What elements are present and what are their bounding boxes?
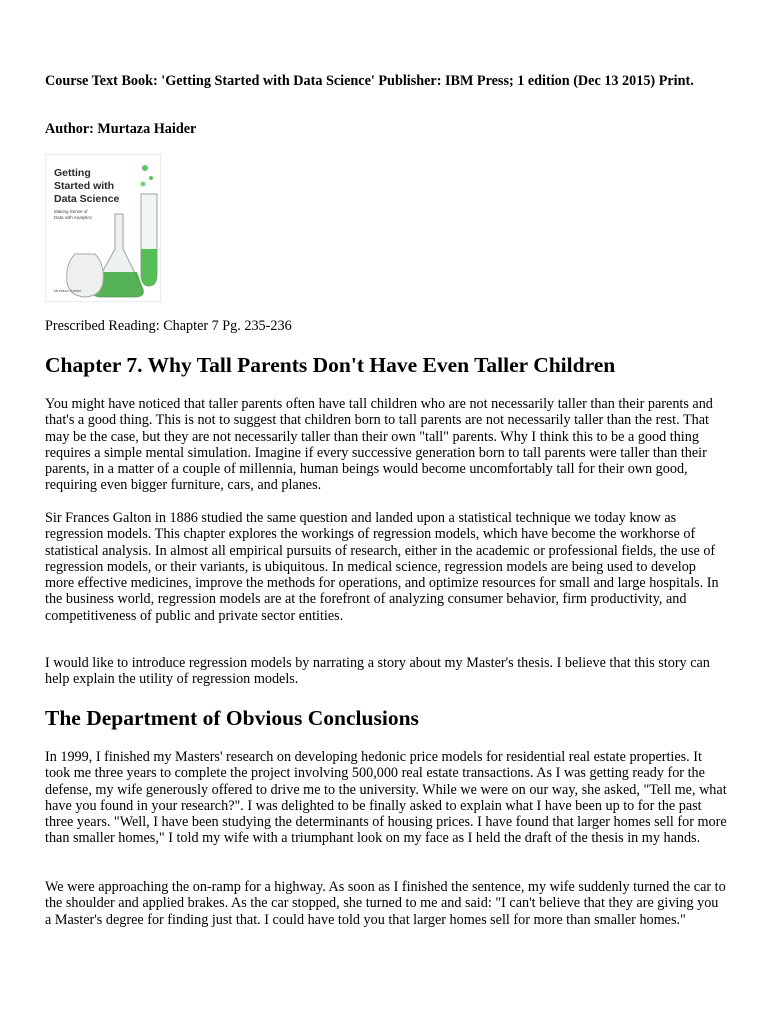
book-cover-image bbox=[45, 154, 161, 302]
prescribed-reading: Prescribed Reading: Chapter 7 Pg. 235-236 bbox=[45, 318, 292, 334]
paragraph: I would like to introduce regression models by narrating a story about my Master's thesis. I believe that this story can help explain the utility of regression models. bbox=[45, 655, 710, 688]
paragraph: Sir Frances Galton in 1886 studied the same question and landed upon a statistical technique we today know as regression models. This chapter explores the workings of regression models, which have become the workhorse of statistical analysis. In almost all empirical pursuits of research, either in the academic or professional fields, the use of regression models, or their variants, is ubiquitous. In medical science, regression models are being used to develop more effective medicines, improve the methods for operations, and optimize resources for small and large hospitals. In the business world, regression models are at the forefront of analyzing consumer behavior, firm productivity, and competitiveness of public and private sector entities. bbox=[45, 510, 719, 624]
cover-title-2: Started with bbox=[54, 180, 115, 192]
paragraph: You might have noticed that taller parents often have tall children who are not necessarily taller than their parents and that's a good thing. This is not to suggest that children born to tall parents are not necessarily taller than the rest. That may be the case, but they are not necessarily taller than their own "tall" parents. Why I think this to be a good thing requires a simple mental simulation. Imagine if every successive generation born to tall parents were taller than their parents, in a matter of a couple of millennia, human beings would become uncomfortably tall for their own good, requiring even bigger furniture, cars, and planes. bbox=[45, 396, 713, 494]
paragraph: In 1999, I finished my Masters' research on developing hedonic price models for residential real estate properties. It took me three years to complete the project involving 500,000 real estate transactions. As I was getting ready for the defense, my wife generously offered to drive me to the university. While we were on our way, she asked, "Tell me, what have you found in your research?". I was delighted to be finally asked to explain what I have been up to for the past three years. "Well, I have been studying the determinants of housing prices. I have found that larger homes sell for more than smaller homes," I told my wife with a triumphant look on my face as I held the draft of the thesis in my hands. bbox=[45, 749, 727, 847]
author-line: Author: Murtaza Haider bbox=[45, 121, 197, 137]
cover-subtitle-2: Data with Analytics bbox=[54, 215, 92, 220]
cover-author: Murtaza Haider bbox=[54, 288, 82, 293]
section-title: The Department of Obvious Conclusions bbox=[45, 706, 419, 730]
cover-subtitle-1: Making Sense of bbox=[54, 209, 88, 214]
chapter-title: Chapter 7. Why Tall Parents Don't Have Even Taller Children bbox=[45, 353, 616, 377]
cover-title-1: Getting bbox=[54, 167, 91, 179]
cover-title-3: Data Science bbox=[54, 193, 120, 205]
paragraph: We were approaching the on-ramp for a highway. As soon as I finished the sentence, my wife suddenly turned the car to the shoulder and applied brakes. As the car stopped, she turned to me and said: "I can't believe that they are giving you a Master's degree for finding just that. I could have told you that larger homes sell for more than smaller homes." bbox=[45, 879, 726, 928]
course-textbook-line: Course Text Book: 'Getting Started with Data Science' Publisher: IBM Press; 1 edition (Dec 13 2015) Print. bbox=[45, 73, 694, 89]
